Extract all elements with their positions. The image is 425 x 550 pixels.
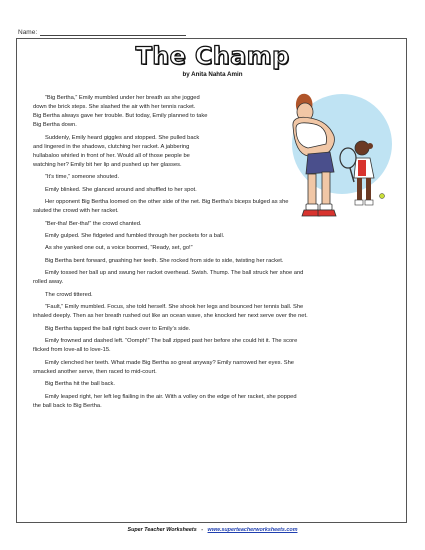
- story-line: Big Bertha down.: [33, 122, 77, 129]
- story-line: Her opponent Big Bertha loomed on the other side of the net. Big Bertha’s biceps bulged as she: [45, 199, 289, 206]
- paragraph: [33, 380, 393, 389]
- story-line: the ball back to Big Bertha.: [33, 402, 102, 409]
- paragraph: [33, 198, 393, 216]
- name-row: [18, 28, 186, 36]
- paragraph: [33, 337, 393, 355]
- story-line: smacked another serve, then raced to mid-court.: [33, 368, 157, 375]
- paragraph: [33, 359, 393, 377]
- paragraph: [33, 393, 393, 411]
- story-line: As she yanked one out, a voice boomed, “Ready, set, go!”: [45, 245, 193, 252]
- story-line: hullabaloo whirled in front of her. Would all of those people be: [33, 152, 190, 159]
- footer-link[interactable]: www.superteacherworksheets.com: [207, 527, 298, 533]
- footer-separator: -: [201, 527, 204, 533]
- story-line: Suddenly, Emily heard giggles and stopped. She pulled back: [45, 134, 200, 141]
- name-label: Name:: [18, 29, 38, 36]
- paragraph: [33, 257, 393, 266]
- paragraph: [33, 303, 393, 321]
- story-line: Emily leaped right, her left leg flailing in the air. With a volley on the edge of her racket, she popped: [45, 393, 297, 400]
- paragraph: [33, 134, 393, 170]
- story-line: rolled away.: [33, 279, 64, 286]
- story-line: Big Bertha tapped the ball right back over to Emily’s side.: [45, 325, 191, 332]
- story-line: down the brick steps. She slashed the air with her tennis racket.: [33, 104, 196, 111]
- story-line: Big Bertha always gave her trouble. But today, Emily planned to take: [33, 113, 208, 120]
- story-line: inhaled deeply. Then as her breath rushed out like an ocean wave, she knocked her next serve over the net.: [33, 313, 308, 320]
- story-line: Big Bertha hit the ball back.: [45, 381, 115, 388]
- story-line: “It’s time,” someone shouted.: [45, 174, 120, 181]
- story-line: saluted the crowd with her racket.: [33, 208, 119, 215]
- paragraph: [33, 232, 393, 241]
- story-line: Big Bertha bent forward, gnashing her teeth. She rocked from side to side, twisting her racket.: [45, 257, 284, 264]
- story-line: The crowd tittered.: [45, 291, 93, 298]
- author-line: by Anita Nahta Amin: [182, 71, 243, 78]
- story-line: “Fault,” Emily mumbled. Focus, she told herself. She shook her legs and bounced her tennis ball. She: [45, 304, 304, 311]
- name-field[interactable]: [40, 28, 186, 36]
- paragraph: [33, 325, 393, 334]
- story-line: Emily frowned and dashed left. “Oomph!” The ball zipped past her before she could hit it. The score: [45, 338, 298, 345]
- story-line: watching her? Emily bit her lip and pushed up her glasses.: [33, 161, 182, 168]
- page-title: The Champ: [135, 42, 290, 70]
- paragraph: [33, 220, 393, 229]
- paragraph: [33, 173, 393, 182]
- story-line: flicked from love-all to love-15.: [33, 347, 111, 354]
- paragraph: [33, 186, 393, 195]
- story-line: and lingered in the shadows, clutching her racket. A jabbering: [33, 143, 190, 150]
- footer-brand: Super Teacher Worksheets: [127, 527, 197, 533]
- story-line: Emily clenched her teeth. What made Big Bertha so great anyway? Emily narrowed her eyes. She: [45, 359, 294, 366]
- story-line: “Ber-tha! Ber-tha!” the crowd chanted.: [45, 220, 142, 227]
- paragraph: [33, 244, 393, 253]
- paragraph: [33, 269, 393, 287]
- story-line: “Big Bertha,” Emily mumbled under her breath as she jogged: [45, 95, 200, 101]
- footer: [0, 527, 425, 533]
- story-line: Emily tossed her ball up and swung her racket overhead. Swish. Thump. The ball struck her shoe and: [45, 270, 304, 277]
- story-line: Emily blinked. She glanced around and shuffled to her spot.: [45, 186, 197, 193]
- story-line: Emily gulped. She fidgeted and fumbled through her pockets for a ball.: [45, 232, 225, 239]
- paragraph: [33, 94, 393, 130]
- story-text: [33, 94, 393, 414]
- paragraph: [33, 291, 393, 300]
